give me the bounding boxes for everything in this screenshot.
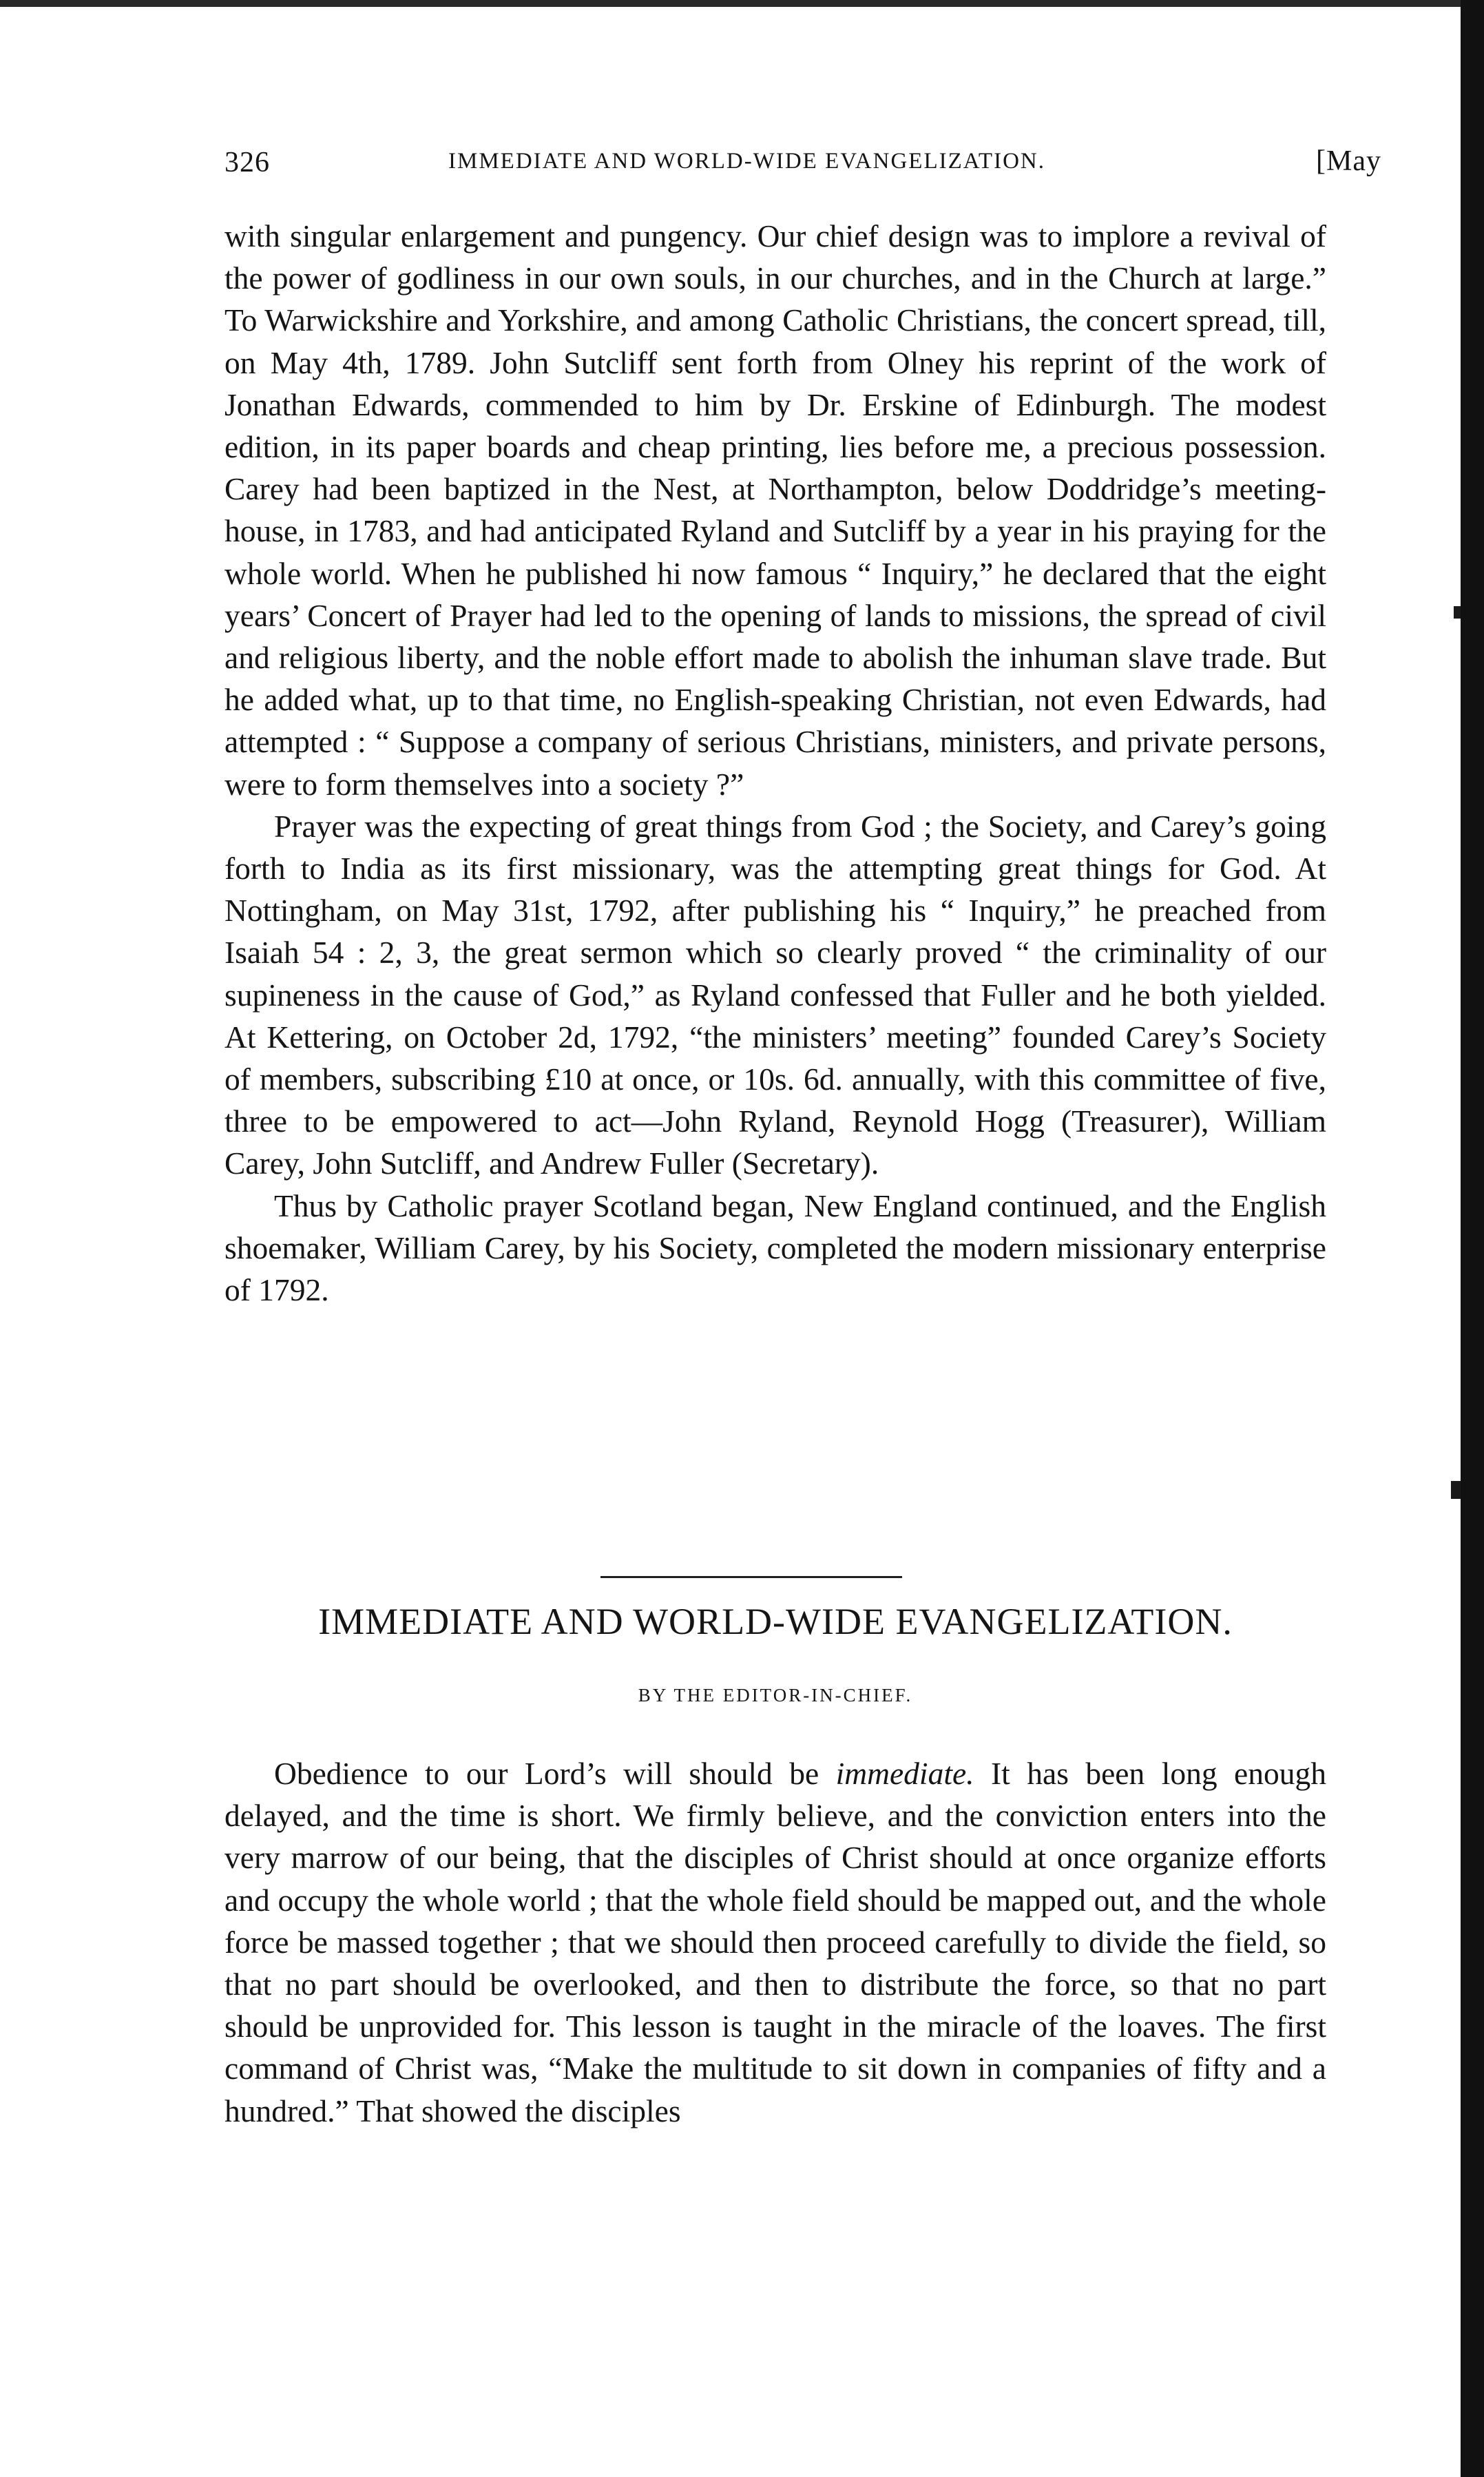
margin-mark <box>1454 606 1461 619</box>
running-header <box>224 138 1381 186</box>
running-title: IMMEDIATE AND WORLD-WIDE EVANGELIZATION. <box>448 149 1045 174</box>
paragraph: Prayer was the expecting of great things from God ; the Society, and Carey’s going forth to India as its first missionary, was the attempting great things for God. At Nottingham, on May 31st, 1792, after publishing his “ Inquiry,” he preached from Isaiah 54 : 2, 3, the great sermon which so clearly proved “ the criminality of our supineness in the cause of God,” as Ryland confessed that Fuller and he both yielded. At Kettering, on October 2d, 1792, “the ministers’ meeting” founded Carey’s Society of members, subscribing £10 at once, or 10s. 6d. annually, with this committee of five, three to be empowered to act—John Ryland, Reynold Hogg (Treasurer), William Carey, John Sutcliff, and Andrew Fuller (Secretary). <box>224 808 1326 1181</box>
emphasis: immediate. <box>835 1756 974 1791</box>
paragraph: Thus by Catholic prayer Scotland began, New England continued, and the English shoemaker, William Carey, by his Society, completed the modern missionary enterprise of 1792. <box>224 1188 1326 1308</box>
top-scan-edge <box>0 0 1484 7</box>
section-continued-text <box>224 215 1326 1311</box>
page-number: 326 <box>224 147 270 178</box>
text-run: Obedience to our Lord’s will should be <box>274 1756 836 1791</box>
right-scan-edge <box>1461 0 1484 2477</box>
text-run: It has been long enough delayed, and the time is short. We firmly believe, and the conviction enters into the very marrow of our being, that the disciples of Christ should at once organize efforts and occupy the whole world ; that the whole field should be mapped out, and the whole force be massed together ; that we should then proceed carefully to divide the field, so that no part should be overlooked, and then to distribute the force, so that no part should be unprovided for. This lesson is taught in the miracle of the loaves. The first command of Christ was, “Make the multitude to sit down in companies of fifty and a hundred.” That showed the disciples <box>224 1756 1326 2128</box>
margin-mark <box>1451 1481 1461 1499</box>
section-divider <box>600 1576 902 1578</box>
article-byline: BY THE EDITOR-IN-CHIEF. <box>638 1685 913 1706</box>
running-month: [May <box>1316 145 1381 177</box>
article-title: IMMEDIATE AND WORLD-WIDE EVANGELIZATION. <box>318 1601 1233 1642</box>
paragraph <box>224 1752 1326 2132</box>
article-body <box>224 1752 1326 2132</box>
paragraph: with singular enlargement and pungency. Our chief design was to implore a revival of the power of godliness in our own souls, in our churches, and in the Church at large.” To Warwickshire and Yorkshire, and among Catholic Christians, the concert spread, till, on May 4th, 1789. John Sutcliff sent forth from Olney his reprint of the work of Jonathan Edwards, commended to him by Dr. Erskine of Edinburgh. The modest edition, in its paper boards and cheap printing, lies before me, a precious possession. Carey had been baptized in the Nest, at Northampton, below Doddridge’s meeting-house, in 1783, and had anticipated Ryland and Sutcliff by a year in his praying for the whole world. When he published hi now famous “ Inquiry,” he declared that the eight years’ Concert of Prayer had led to the opening of lands to missions, the spread of civil and religious liberty, and the noble effort made to abolish the inhuman slave trade. But he added what, up to that time, no English-speaking Christian, not even Edwards, had attempted : “ Suppose a company of serious Christians, ministers, and private persons, were to form themselves into a society ?” <box>224 218 1326 802</box>
